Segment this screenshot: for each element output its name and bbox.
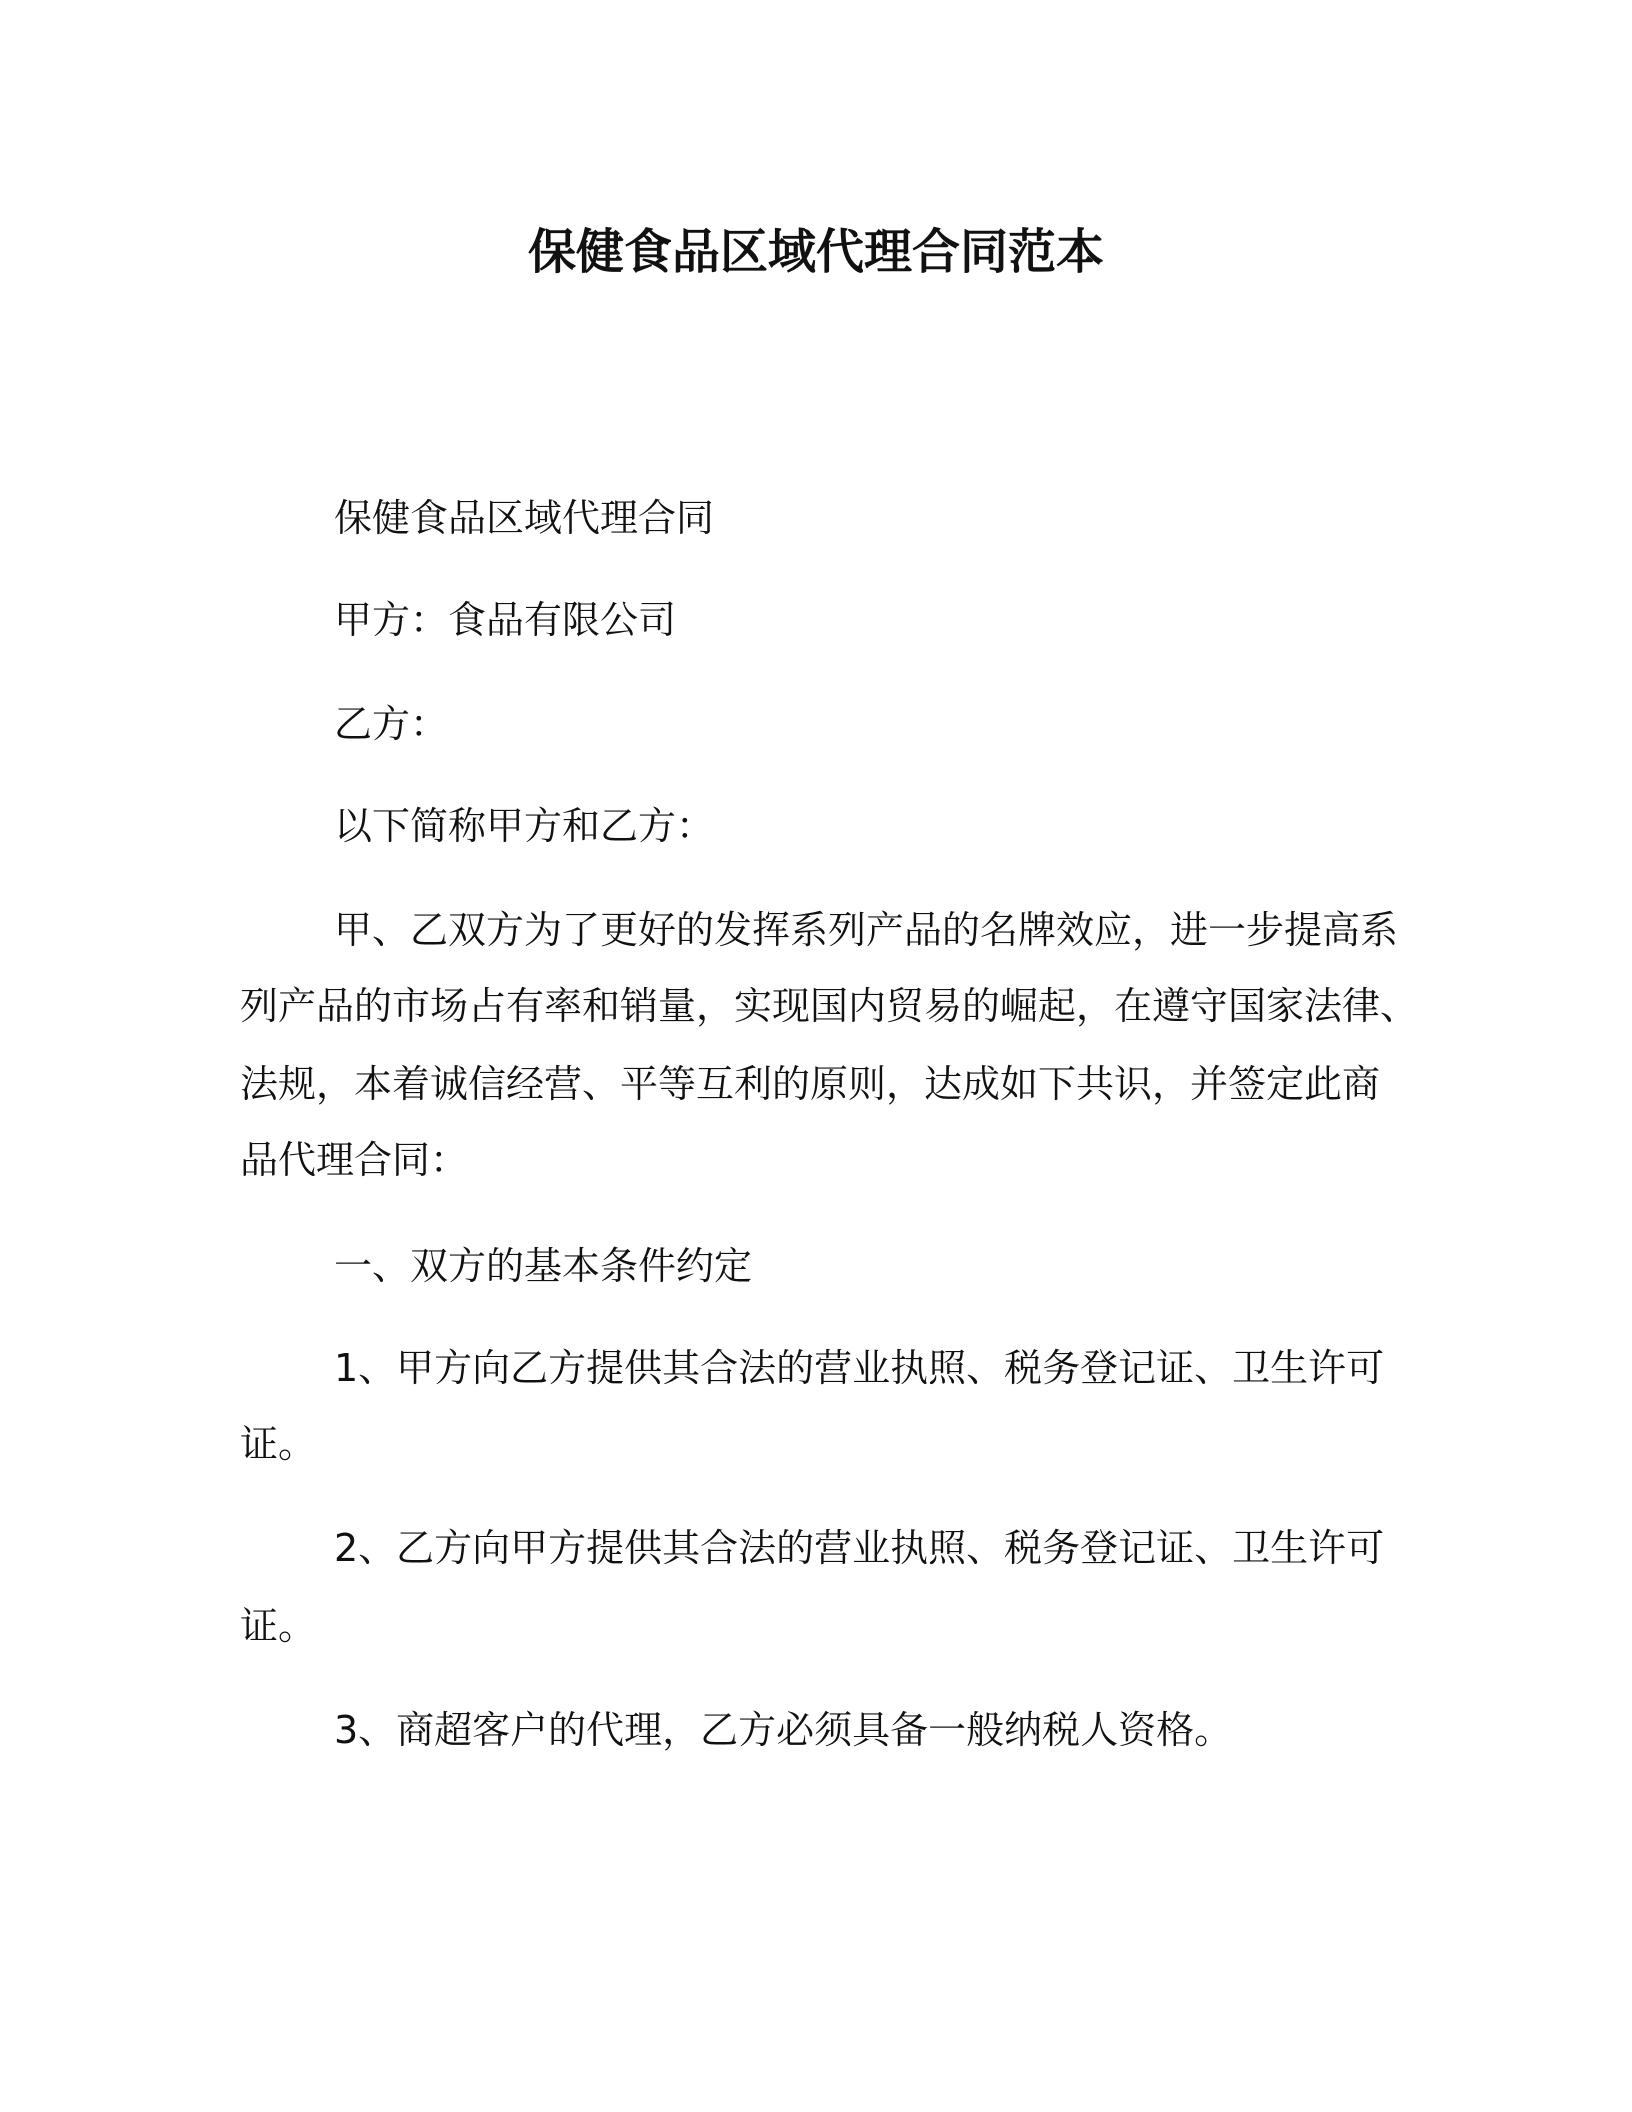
party-a-line: 甲方：食品有限公司 — [334, 598, 677, 642]
clause-2-line-1: 2、乙方向甲方提供其合法的营业执照、税务登记证、卫生许可 — [334, 1526, 1385, 1570]
party-b-line: 乙方： — [334, 702, 449, 746]
section-1-heading: 一、双方的基本条件约定 — [334, 1244, 753, 1288]
preamble-line-3: 法规，本着诚信经营、平等互利的原则，达成如下共识，并签定此商 — [240, 1062, 1381, 1106]
document-title: 保健食品区域代理合同范本 — [527, 224, 1104, 280]
preamble-line-4: 品代理合同： — [240, 1138, 469, 1182]
preamble-line-2: 列产品的市场占有率和销量，实现国内贸易的崛起，在遵守国家法律、 — [240, 984, 1419, 1028]
clause-1-line-2: 证。 — [240, 1422, 317, 1466]
clause-2-line-2: 证。 — [240, 1604, 317, 1648]
abbreviation-line: 以下简称甲方和乙方： — [334, 804, 715, 848]
clause-1-line-1: 1、甲方向乙方提供其合法的营业执照、税务登记证、卫生许可 — [334, 1346, 1385, 1390]
clause-3-line: 3、商超客户的代理，乙方必须具备一般纳税人资格。 — [334, 1708, 1233, 1752]
preamble-line-1: 甲、乙双方为了更好的发挥系列产品的名牌效应，进一步提高系 — [334, 908, 1399, 952]
contract-name: 保健食品区域代理合同 — [334, 496, 715, 540]
